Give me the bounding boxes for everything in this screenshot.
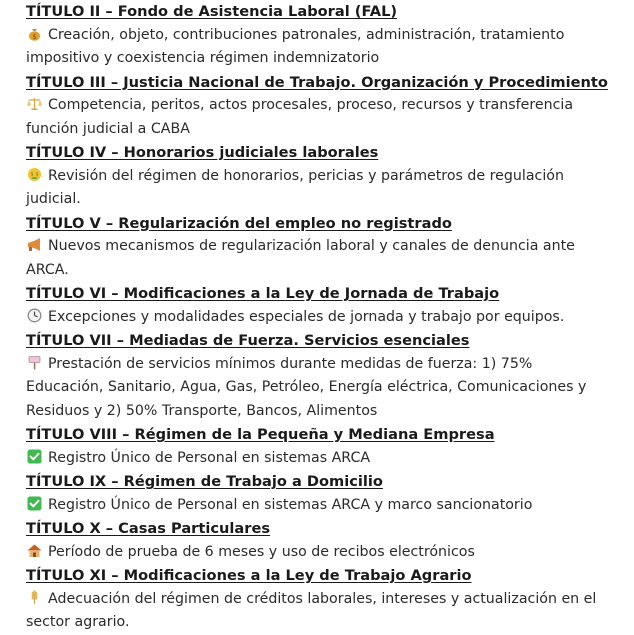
wheat-icon <box>26 590 43 605</box>
section-title: TÍTULO II – Fondo de Asistencia Laboral (FAL) <box>26 3 398 20</box>
section-description <box>26 588 608 635</box>
section-description <box>26 447 608 471</box>
section-title: TÍTULO VI – Modificaciones a la Ley de Jornada de Trabajo <box>26 285 500 302</box>
section-description-text: Creación, objeto, contribuciones patronales, administración, tratamiento impositivo y coexistencia régimen indemnizatorio <box>26 26 565 66</box>
section-titulo-v <box>26 212 608 283</box>
section-titulo-x <box>26 517 608 564</box>
section-description <box>26 235 608 282</box>
section-titulo-vi <box>26 282 608 329</box>
section-description <box>26 24 608 71</box>
section-description-text: Adecuación del régimen de créditos laborales, intereses y actualización en el sector agrario. <box>26 590 597 630</box>
svg-text:$: $ <box>32 32 37 41</box>
megaphone-icon <box>26 237 43 252</box>
section-titulo-viii <box>26 423 608 470</box>
section-description-text: Excepciones y modalidades especiales de jornada y trabajo por equipos. <box>48 308 565 325</box>
section-title: TÍTULO XI – Modificaciones a la Ley de Trabajo Agrario <box>26 567 472 584</box>
section-description <box>26 165 608 212</box>
svg-text:$: $ <box>30 172 34 177</box>
section-description <box>26 541 608 565</box>
check-mark-icon <box>26 449 43 464</box>
section-titulo-iv <box>26 141 608 212</box>
money-bag-icon <box>26 26 43 41</box>
section-titulo-xi <box>26 564 608 635</box>
section-titulo-ix <box>26 470 608 517</box>
section-title: TÍTULO V – Regularización del empleo no registrado <box>26 214 452 232</box>
money-face-icon <box>26 167 43 182</box>
section-description <box>26 306 608 330</box>
picket-sign-icon <box>26 355 43 370</box>
section-title: TÍTULO VII – Mediadas de Fuerza. Servicios esenciales <box>26 332 470 349</box>
svg-text:$: $ <box>35 172 39 177</box>
section-description-text: Revisión del régimen de honorarios, pericias y parámetros de regulación judicial. <box>26 167 564 207</box>
section-title: TÍTULO III – Justicia Nacional de Trabajo. Organización y Procedimiento <box>26 73 608 91</box>
check-mark-icon <box>26 496 43 511</box>
section-title: TÍTULO IV – Honorarios judiciales laborales <box>26 144 379 161</box>
section-description-text: Registro Único de Personal en sistemas ARCA <box>48 449 371 466</box>
section-title: TÍTULO IX – Régimen de Trabajo a Domicilio <box>26 473 383 490</box>
section-title: TÍTULO VIII – Régimen de la Pequeña y Mediana Empresa <box>26 426 495 443</box>
section-description-text: Prestación de servicios mínimos durante medidas de fuerza: 1) 75% Educación, Sanitario, Agua, Gas, Petróleo, Energía eléctrica, Comunicaciones y Residuos y 2) 50% Transporte, Bancos, Alimentos <box>26 355 587 419</box>
section-description-text: Nuevos mecanismos de regularización laboral y canales de denuncia ante ARCA. <box>26 238 575 278</box>
clock-icon <box>26 308 43 323</box>
section-description-text: Registro Único de Personal en sistemas ARCA y marco sancionatorio <box>48 496 533 513</box>
section-title: TÍTULO X – Casas Particulares <box>26 520 271 537</box>
house-icon <box>26 543 43 558</box>
balance-scale-icon <box>26 96 43 111</box>
section-description <box>26 94 608 141</box>
section-description-text: Competencia, peritos, actos procesales, proceso, recursos y transferencia función judicial a CABA <box>26 97 574 137</box>
section-titulo-iii <box>26 71 608 142</box>
section-titulo-ii <box>26 0 608 71</box>
section-description <box>26 353 608 424</box>
section-description <box>26 494 608 518</box>
section-titulo-vii <box>26 329 608 423</box>
section-description-text: Período de prueba de 6 meses y uso de recibos electrónicos <box>48 543 475 560</box>
